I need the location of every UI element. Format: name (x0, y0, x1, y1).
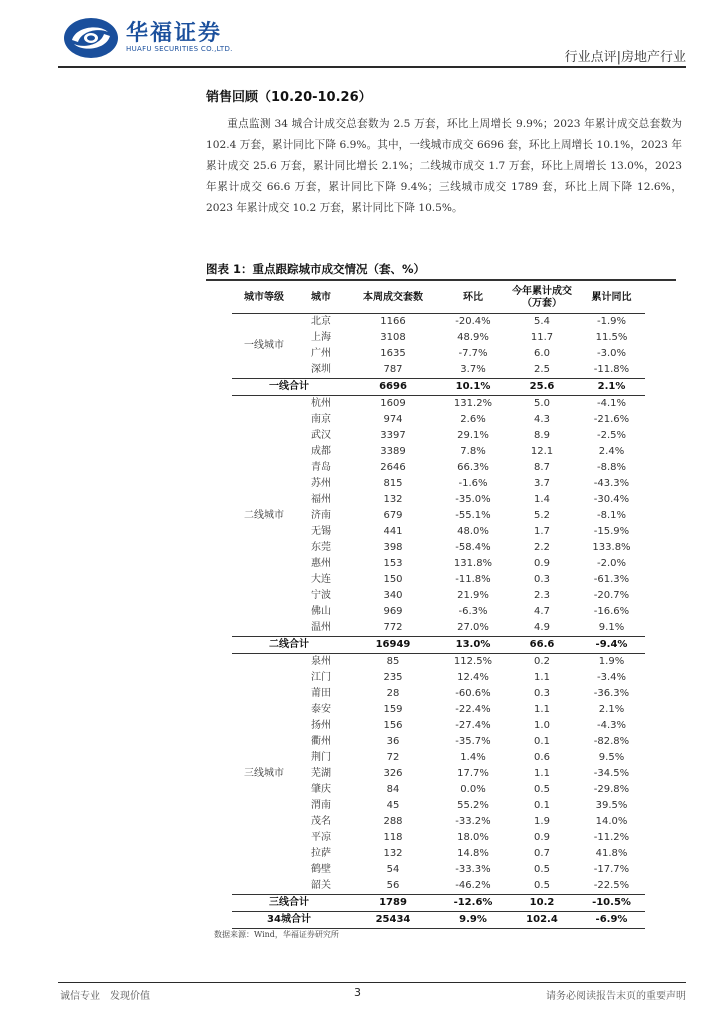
table-cell: 2.4% (598, 446, 625, 457)
footer-slogan: 诚信专业 发现价值 (60, 991, 150, 1002)
city-sales-table (232, 283, 645, 929)
city-name: 宁波 (311, 590, 331, 601)
table-cell: 0.3 (534, 574, 550, 585)
table-cell: 2.6% (460, 414, 486, 425)
city-name: 芜湖 (311, 768, 331, 779)
table-cell: 3108 (380, 332, 406, 343)
table-cell: -3.4% (596, 672, 626, 683)
subtotal-cell: 13.0% (440, 637, 506, 654)
city-name: 衢州 (311, 736, 331, 747)
table-cell: 0.6 (534, 752, 550, 763)
table-cell: 6.0 (534, 348, 550, 359)
table-cell: 1166 (380, 316, 406, 327)
footer-divider (58, 982, 686, 983)
table-cell: 153 (383, 558, 403, 569)
table-cell: -35.0% (455, 494, 491, 505)
table-cell: 4.7 (534, 606, 550, 617)
table-cell: 2646 (380, 462, 406, 473)
table-cell: 3397 (380, 430, 406, 441)
table-cell: -58.4% (455, 542, 491, 553)
summary-paragraph: 重点监测 34 城合计成交总套数为 2.5 万套，环比上周增长 9.9%；2023 年累计成交总套数为 102.4 万套，累计同比下降 6.9%。其中，一线城市成交 6696 套，环比上周增长 10.1%，2023 年累计成交 25.6 万套，累计同比增长 2.1%；二线城市成交 1.7 万套，环比上周增长 13.0%，2023 年累计成交 66.6 万套，累计同比下降 9.4%；三线城市成交 1789 套，环比上周下降 12.6%，2023 年累计成交 10.2 万套，累计同比下降 10.5%。 (206, 118, 682, 214)
city-name: 泰安 (311, 704, 331, 715)
table-cell: 8.7 (534, 462, 550, 473)
column-header: 累计同比 (578, 283, 645, 314)
city-name: 福州 (311, 494, 331, 505)
table-cell: -55.1% (455, 510, 491, 521)
grand-total-cell: 25434 (346, 912, 440, 929)
city-name: 莆田 (311, 688, 331, 699)
table-cell: 28 (386, 688, 400, 699)
city-name: 鹤壁 (311, 864, 331, 875)
table-cell: 235 (383, 672, 403, 683)
table-cell: -11.8% (455, 574, 491, 585)
table-cell: 5.0 (534, 398, 550, 409)
table-cell: -33.3% (455, 864, 491, 875)
column-header: 环比 (440, 283, 506, 314)
table-cell: 66.3% (457, 462, 489, 473)
table-cell: 0.3 (534, 688, 550, 699)
table-cell: 1.7 (534, 526, 550, 537)
column-header: 本周成交套数 (346, 283, 440, 314)
table-cell: 1.4 (534, 494, 550, 505)
city-name: 江门 (311, 672, 331, 683)
table-cell: -2.5% (596, 430, 626, 441)
table-cell: 14.0% (595, 816, 628, 827)
tier-label: 三线城市 (244, 768, 284, 779)
subtotal-cell: 66.6 (506, 637, 578, 654)
city-name: 北京 (311, 316, 331, 327)
page-number: 3 (354, 986, 361, 999)
tier-label: 一线城市 (244, 340, 284, 351)
table-cell: 0.1 (534, 800, 550, 811)
table-cell: -11.2% (593, 832, 630, 843)
grand-total-cell: -6.9% (578, 912, 645, 929)
subtotal-row (232, 637, 645, 654)
table-cell: 12.1 (530, 446, 554, 457)
table-cell: 11.7 (530, 332, 554, 343)
table-cell: 1.4% (460, 752, 486, 763)
table-cell: 131.2% (453, 398, 493, 409)
table-cell: 4.3 (534, 414, 550, 425)
city-name: 深圳 (311, 364, 331, 375)
table-cell: -2.0% (596, 558, 626, 569)
city-name: 广州 (311, 348, 331, 359)
city-name: 苏州 (311, 478, 331, 489)
table-cell: 326 (383, 768, 403, 779)
table-cell: -8.1% (596, 510, 626, 521)
table-cell: 27.0% (457, 622, 489, 633)
table-cell: 969 (383, 606, 403, 617)
table-cell: -17.7% (593, 864, 630, 875)
figure-title-rule (206, 279, 676, 281)
table-cell: -8.8% (596, 462, 626, 473)
subtotal-cell: -10.5% (578, 895, 645, 912)
table-cell: 39.5% (595, 800, 628, 811)
subtotal-label: 二线合计 (232, 637, 346, 654)
table-cell: 7.8% (460, 446, 486, 457)
table-cell: 1.1 (534, 768, 550, 779)
subtotal-cell: 25.6 (506, 379, 578, 396)
city-name: 渭南 (311, 800, 331, 811)
city-name: 茂名 (311, 816, 331, 827)
table-cell: 112.5% (453, 656, 493, 667)
table-cell: 132 (383, 848, 403, 859)
table-cell: -20.7% (593, 590, 630, 601)
table-cell: 3389 (380, 446, 406, 457)
table-cell: 3.7% (460, 364, 486, 375)
table-cell: -15.9% (593, 526, 630, 537)
header-divider (58, 66, 686, 68)
figure-title: 图表 1：重点跟踪城市成交情况（套、%） (206, 262, 426, 276)
table-cell: -29.8% (593, 784, 630, 795)
table-cell: 18.0% (457, 832, 489, 843)
table-body (232, 314, 645, 929)
city-name: 济南 (311, 510, 331, 521)
table-row (232, 314, 645, 331)
grand-total-cell: 102.4 (506, 912, 578, 929)
table-cell: 156 (383, 720, 403, 731)
subtotal-row (232, 895, 645, 912)
subtotal-row (232, 379, 645, 396)
table-cell: 772 (383, 622, 403, 633)
table-cell: 118 (383, 832, 403, 843)
city-name: 惠州 (311, 558, 331, 569)
city-name: 泉州 (311, 656, 331, 667)
table-cell: 1.1 (534, 672, 550, 683)
subtotal-cell: -12.6% (440, 895, 506, 912)
table-cell: 2.1% (598, 704, 625, 715)
grand-total-cell: 9.9% (440, 912, 506, 929)
table-cell: 3.7 (534, 478, 550, 489)
city-name: 青岛 (311, 462, 331, 473)
table-cell: 4.9 (534, 622, 550, 633)
city-name: 佛山 (311, 606, 331, 617)
table-cell: -22.4% (455, 704, 491, 715)
table-cell: 41.8% (595, 848, 628, 859)
city-name: 武汉 (311, 430, 331, 441)
table-cell: 45 (386, 800, 400, 811)
table-cell: -20.4% (455, 316, 491, 327)
table-cell: 159 (383, 704, 403, 715)
table-cell: 2.2 (534, 542, 550, 553)
table-cell: -30.4% (593, 494, 630, 505)
table-cell: 0.9 (534, 558, 550, 569)
table-cell: -21.6% (593, 414, 630, 425)
table-cell: 5.2 (534, 510, 550, 521)
table-cell: 0.9 (534, 832, 550, 843)
table-cell: 815 (383, 478, 403, 489)
table-cell: 288 (383, 816, 403, 827)
footer-disclaimer: 请务必阅读报告末页的重要声明 (546, 991, 686, 1002)
table-cell: 1.0 (534, 720, 550, 731)
city-name: 温州 (311, 622, 331, 633)
city-name: 无锡 (311, 526, 331, 537)
column-header: 今年累计成交（万套） (506, 283, 578, 314)
table-header-row (232, 283, 645, 314)
city-name: 上海 (311, 332, 331, 343)
table-cell: 133.8% (592, 542, 631, 553)
table-cell: 55.2% (457, 800, 489, 811)
table-cell: 1609 (380, 398, 406, 409)
subtotal-label: 三线合计 (232, 895, 346, 912)
logo-name: 华福证券 (126, 21, 223, 46)
subtotal-cell: 10.2 (506, 895, 578, 912)
company-logo (62, 16, 262, 60)
table-cell: 72 (386, 752, 400, 763)
city-name: 荆门 (311, 752, 331, 763)
table-cell: -60.6% (455, 688, 491, 699)
tier-label: 二线城市 (244, 510, 284, 521)
table-cell: 84 (386, 784, 400, 795)
table-cell: 9.5% (598, 752, 625, 763)
city-name: 肇庆 (311, 784, 331, 795)
city-name: 南京 (311, 414, 331, 425)
table-cell: 150 (383, 574, 403, 585)
table-cell: 787 (383, 364, 403, 375)
table-cell: 9.1% (598, 622, 625, 633)
table-cell: 17.7% (457, 768, 489, 779)
table-cell: -61.3% (593, 574, 630, 585)
table-cell: 48.9% (457, 332, 489, 343)
table-cell: -16.6% (593, 606, 630, 617)
city-name: 成都 (311, 446, 331, 457)
table-cell: 14.8% (457, 848, 489, 859)
huafu-logo-icon (62, 16, 120, 60)
table-cell: 398 (383, 542, 403, 553)
table-cell: -33.2% (455, 816, 491, 827)
table-cell: 1.9% (598, 656, 625, 667)
table-cell: 54 (386, 864, 400, 875)
table-cell: 131.8% (453, 558, 493, 569)
table-cell: 679 (383, 510, 403, 521)
city-name: 韶关 (311, 880, 331, 891)
table-row (232, 654, 645, 671)
subtotal-cell: 1789 (346, 895, 440, 912)
table-cell: -82.8% (593, 736, 630, 747)
table-cell: 29.1% (457, 430, 489, 441)
table-cell: 441 (383, 526, 403, 537)
table-cell: -4.3% (596, 720, 626, 731)
subtotal-cell: -9.4% (578, 637, 645, 654)
table-cell: 5.4 (534, 316, 550, 327)
page-header (0, 0, 724, 70)
table-cell: 0.1 (534, 736, 550, 747)
table-cell: -36.3% (593, 688, 630, 699)
table-cell: -34.5% (593, 768, 630, 779)
city-name: 杭州 (311, 398, 331, 409)
city-name: 扬州 (311, 720, 331, 731)
table-cell: 0.2 (534, 656, 550, 667)
table-cell: 56 (386, 880, 400, 891)
data-source: 数据来源：Wind，华福证券研究所 (214, 930, 339, 939)
grand-total-label: 34城合计 (232, 912, 346, 929)
table-cell: 2.3 (534, 590, 550, 601)
table-cell: -11.8% (593, 364, 630, 375)
table-cell: -27.4% (455, 720, 491, 731)
table-cell: 1635 (380, 348, 406, 359)
subtotal-cell: 10.1% (440, 379, 506, 396)
subtotal-cell: 16949 (346, 637, 440, 654)
subtotal-cell: 6696 (346, 379, 440, 396)
table-cell: -4.1% (596, 398, 626, 409)
city-name: 平凉 (311, 832, 331, 843)
table-cell: 1.1 (534, 704, 550, 715)
table-cell: -1.9% (596, 316, 626, 327)
city-name: 大连 (311, 574, 331, 585)
column-header: 城市等级 (232, 283, 296, 314)
table-cell: 12.4% (457, 672, 489, 683)
table-cell: 340 (383, 590, 403, 601)
table-cell: 974 (383, 414, 403, 425)
table-cell: -1.6% (458, 478, 488, 489)
grand-total-row (232, 912, 645, 929)
table-cell: 2.5 (534, 364, 550, 375)
subtotal-label: 一线合计 (232, 379, 346, 396)
table-cell: 21.9% (457, 590, 489, 601)
table-cell: 11.5% (595, 332, 628, 343)
table-cell: -3.0% (596, 348, 626, 359)
table-cell: 8.9 (534, 430, 550, 441)
table-cell: 0.5 (534, 784, 550, 795)
table-cell: -7.7% (458, 348, 488, 359)
table-cell: 0.7 (534, 848, 550, 859)
table-cell: -43.3% (593, 478, 630, 489)
city-name: 拉萨 (311, 848, 331, 859)
report-type: 行业点评|房地产行业 (564, 50, 686, 65)
column-header: 城市 (296, 283, 346, 314)
subtotal-cell: 2.1% (578, 379, 645, 396)
table-cell: 1.9 (534, 816, 550, 827)
table-cell: -46.2% (455, 880, 491, 891)
table-cell: -35.7% (455, 736, 491, 747)
table-cell: -22.5% (593, 880, 630, 891)
table-cell: 0.5 (534, 880, 550, 891)
table-cell: 48.0% (457, 526, 489, 537)
table-cell: -6.3% (458, 606, 488, 617)
logo-english-name: HUAFU SECURITIES CO.,LTD. (126, 45, 233, 53)
section-title: 销售回顾（10.20-10.26） (206, 90, 372, 105)
city-name: 东莞 (311, 542, 331, 553)
table-cell: 0.5 (534, 864, 550, 875)
table-cell: 132 (383, 494, 403, 505)
table-cell: 36 (386, 736, 400, 747)
table-cell: 0.0% (460, 784, 486, 795)
table-cell: 85 (386, 656, 400, 667)
table-row (232, 396, 645, 413)
